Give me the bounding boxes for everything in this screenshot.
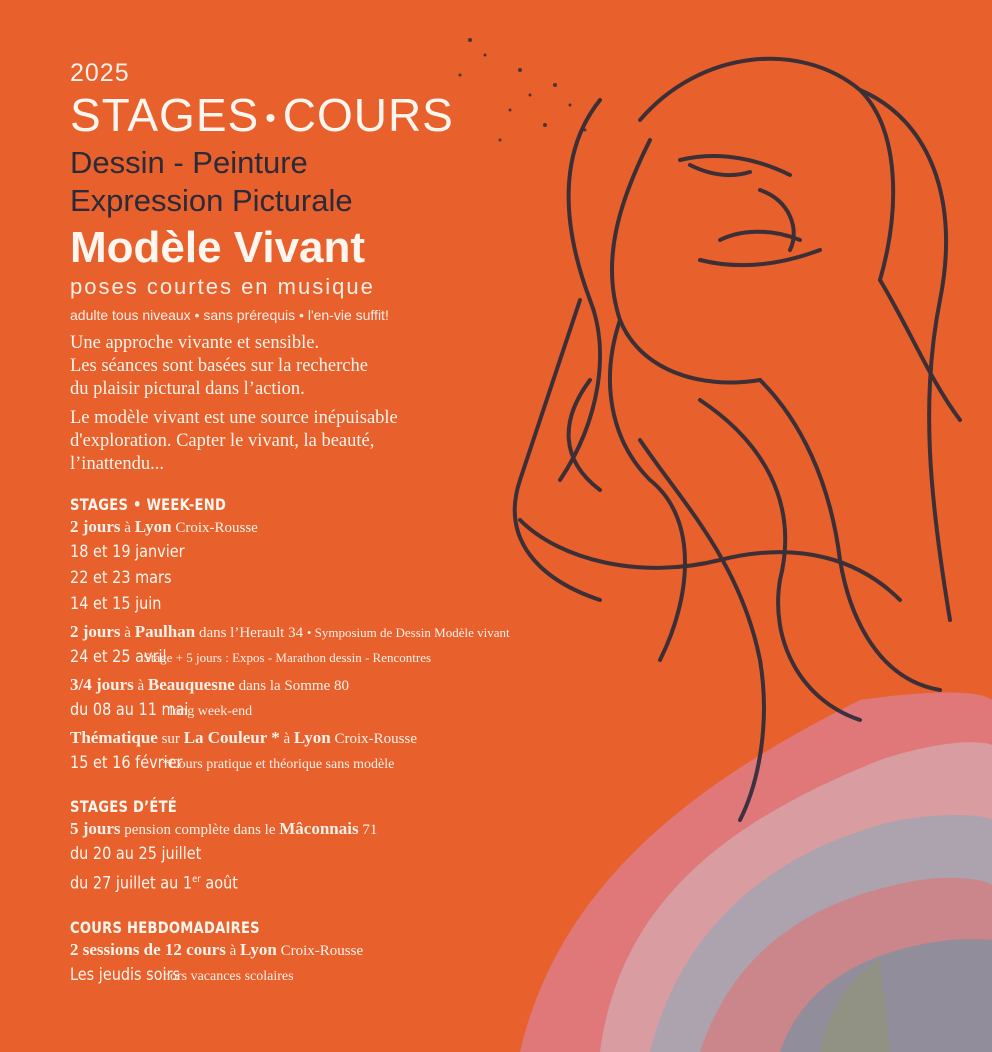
area: Croix-Rousse [276, 942, 364, 959]
intro-line: d'exploration. Capter le vivant, la beauté, [70, 430, 375, 451]
sessions: 2 sessions de 12 cours [70, 939, 226, 959]
ete-stage [70, 818, 670, 841]
paulhan-stage [70, 621, 670, 644]
year: 2025 [70, 59, 130, 87]
date: 15 et 16 février [70, 752, 183, 773]
date-part: du 27 juillet au 1 [70, 873, 193, 894]
main-heading: Modèle Vivant [70, 222, 366, 272]
connector: à [225, 942, 241, 959]
date: du 08 au 11 mai [70, 699, 189, 720]
area: dans la Somme 80 [234, 677, 349, 694]
ete-heading: STAGES D’ÉTÉ [70, 796, 177, 816]
intro-paragraph-2 [70, 407, 670, 476]
date: 14 et 15 juin [70, 593, 162, 614]
theme: Thématique [70, 727, 158, 747]
connector: pension complète dans le [120, 821, 280, 838]
note: hors vacances scolaires [159, 968, 294, 984]
days: 2 jours [70, 516, 121, 536]
date: 22 et 23 mars [70, 567, 172, 588]
area: dans l’Herault 34 [195, 624, 307, 641]
intro-text [70, 332, 670, 476]
hebdo-heading: COURS HEBDOMADAIRES [70, 917, 260, 937]
date: Les jeudis soirs [70, 964, 181, 985]
theme-name: La Couleur * [183, 727, 280, 747]
area: Croix-Rousse [330, 730, 418, 747]
days: 5 jours [70, 818, 121, 838]
note: Stage + 5 jours : Expos - Marathon dessin - Rencontres [143, 649, 432, 665]
intro-line: du plaisir pictural dans l’action. [70, 378, 305, 399]
note: long week-end [169, 703, 253, 719]
city: Beauquesne [147, 674, 235, 694]
intro-line: Les séances sont basées sur la recherche [70, 355, 368, 376]
place: Mâconnais [279, 818, 359, 838]
title-dot: • [265, 101, 277, 135]
hebdo-course [70, 939, 670, 962]
poses-tagline: poses courtes en musique [70, 273, 375, 299]
connector: à [279, 730, 294, 747]
area: Croix-Rousse [171, 519, 258, 536]
connector: sur [157, 730, 184, 747]
city: Lyon [134, 516, 172, 536]
date: du 20 au 25 juillet [70, 843, 202, 864]
couleur-stage [70, 727, 670, 750]
connector: à [133, 677, 148, 694]
intro-line: Le modèle vivant est une source inépuisable [70, 407, 398, 428]
symposium: • Symposium de Dessin Modèle vivant [306, 624, 510, 640]
date: 24 et 25 avril [70, 646, 167, 667]
subtitle-line2: Expression Picturale [70, 182, 353, 218]
lyon-stage [70, 516, 670, 539]
date-part: août [200, 873, 238, 894]
connector: à [120, 624, 135, 641]
weekend-heading: STAGES • WEEK-END [70, 494, 227, 514]
poster-text [70, 58, 670, 988]
note: *Cours pratique et théorique sans modèle [162, 756, 395, 772]
date: 18 et 19 janvier [70, 541, 185, 562]
intro-paragraph-1 [70, 332, 670, 401]
title-stages: STAGES [70, 89, 260, 141]
intro-line: l’inattendu... [70, 453, 165, 474]
days: 2 jours [70, 621, 121, 641]
city: Lyon [293, 727, 331, 747]
city: Paulhan [134, 621, 196, 641]
date-2 [70, 867, 238, 897]
connector: à [120, 519, 135, 536]
subtitle-line1: Dessin - Peinture [70, 144, 308, 180]
poster-title [70, 90, 670, 144]
area: 71 [358, 821, 378, 838]
ordinal: er [192, 873, 201, 885]
intro-line: Une approche vivante et sensible. [70, 332, 320, 353]
days: 3/4 jours [70, 674, 134, 694]
title-cours: COURS [282, 89, 454, 141]
beauquesne-stage [70, 674, 670, 697]
audience-line: adulte tous niveaux • sans prérequis • l'en-vie suffit! [70, 306, 389, 323]
city: Lyon [240, 939, 277, 959]
